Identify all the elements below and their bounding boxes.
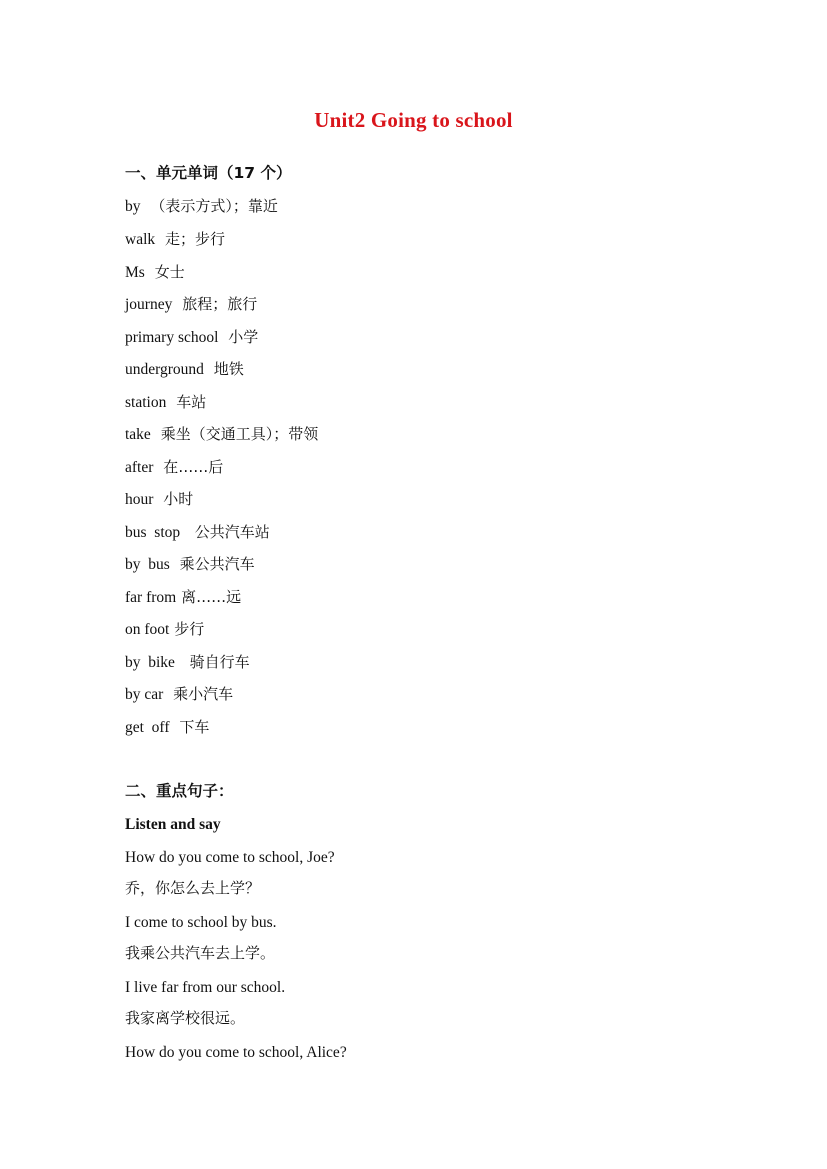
vocab-item <box>125 391 206 414</box>
sentence-english: How do you come to school, Alice? <box>125 1044 347 1061</box>
vocab-item <box>125 521 270 544</box>
vocab-item <box>125 423 318 446</box>
vocab-item <box>125 456 223 479</box>
vocab-meaning: 在……后 <box>163 458 224 476</box>
page-title: Unit2 Going to school <box>314 108 513 132</box>
vocab-word: journey <box>125 296 173 313</box>
vocab-meaning: 车站 <box>176 393 207 411</box>
vocab-meaning: 小学 <box>228 328 259 346</box>
vocab-meaning: 女士 <box>154 263 185 281</box>
vocab-meaning: 乘坐（交通工具）；带领 <box>160 425 319 443</box>
vocab-meaning: （表示方式）；靠近 <box>150 197 278 215</box>
vocab-meaning: 走；步行 <box>165 230 226 248</box>
vocab-item <box>125 228 225 251</box>
vocab-item <box>125 716 209 739</box>
vocab-meaning: 公共汽车站 <box>189 523 270 541</box>
vocab-word: take <box>125 426 151 443</box>
vocab-meaning: 旅程；旅行 <box>182 295 258 313</box>
vocab-item <box>125 488 193 511</box>
vocab-item <box>125 261 185 284</box>
sentence-english: How do you come to school, Joe? <box>125 849 335 866</box>
sentence-chinese: 乔，你怎么去上学？ <box>125 879 261 897</box>
vocab-word: primary school <box>125 329 219 346</box>
vocab-meaning: 下车 <box>179 718 210 736</box>
vocab-meaning: 小时 <box>163 490 194 508</box>
vocab-word: walk <box>125 231 156 248</box>
vocab-meaning: 骑自行车 <box>184 653 250 671</box>
vocab-item <box>125 553 255 576</box>
vocab-item <box>125 293 257 316</box>
vocab-word: far from <box>125 589 177 606</box>
vocab-word: by bike <box>125 654 175 671</box>
vocab-item <box>125 586 241 609</box>
vocab-item <box>125 326 258 349</box>
vocab-word: by car <box>125 686 164 703</box>
vocab-word: by bus <box>125 556 170 573</box>
vocab-item <box>125 651 250 674</box>
vocab-word: station <box>125 394 167 411</box>
vocab-word: on foot <box>125 621 170 638</box>
vocab-item <box>125 195 278 218</box>
vocab-meaning: 乘公共汽车 <box>179 555 255 573</box>
vocab-word: get off <box>125 719 170 736</box>
vocab-word: after <box>125 459 154 476</box>
vocab-item <box>125 683 233 706</box>
vocab-meaning: 地铁 <box>213 360 244 378</box>
vocab-word: Ms <box>125 264 145 281</box>
vocab-word: hour <box>125 491 154 508</box>
vocab-word: bus stop <box>125 524 181 541</box>
listen-and-say-heading: Listen and say <box>125 816 221 833</box>
vocab-item <box>125 618 204 641</box>
sentence-chinese: 我乘公共汽车去上学。 <box>125 944 276 962</box>
vocab-word: underground <box>125 361 204 378</box>
vocab-word: by <box>125 198 141 215</box>
vocabulary-heading: 一、单元单词（17 个） <box>125 164 292 182</box>
sentence-english: I live far from our school. <box>125 979 286 996</box>
sentence-chinese: 我家离学校很远。 <box>125 1009 246 1027</box>
vocab-meaning: 离……远 <box>181 588 242 606</box>
key-sentences-heading: 二、重点句子： <box>125 782 234 800</box>
vocab-meaning: 乘小汽车 <box>173 685 234 703</box>
vocab-item <box>125 358 244 381</box>
sentence-english: I come to school by bus. <box>125 914 277 931</box>
vocab-meaning: 步行 <box>174 620 205 638</box>
